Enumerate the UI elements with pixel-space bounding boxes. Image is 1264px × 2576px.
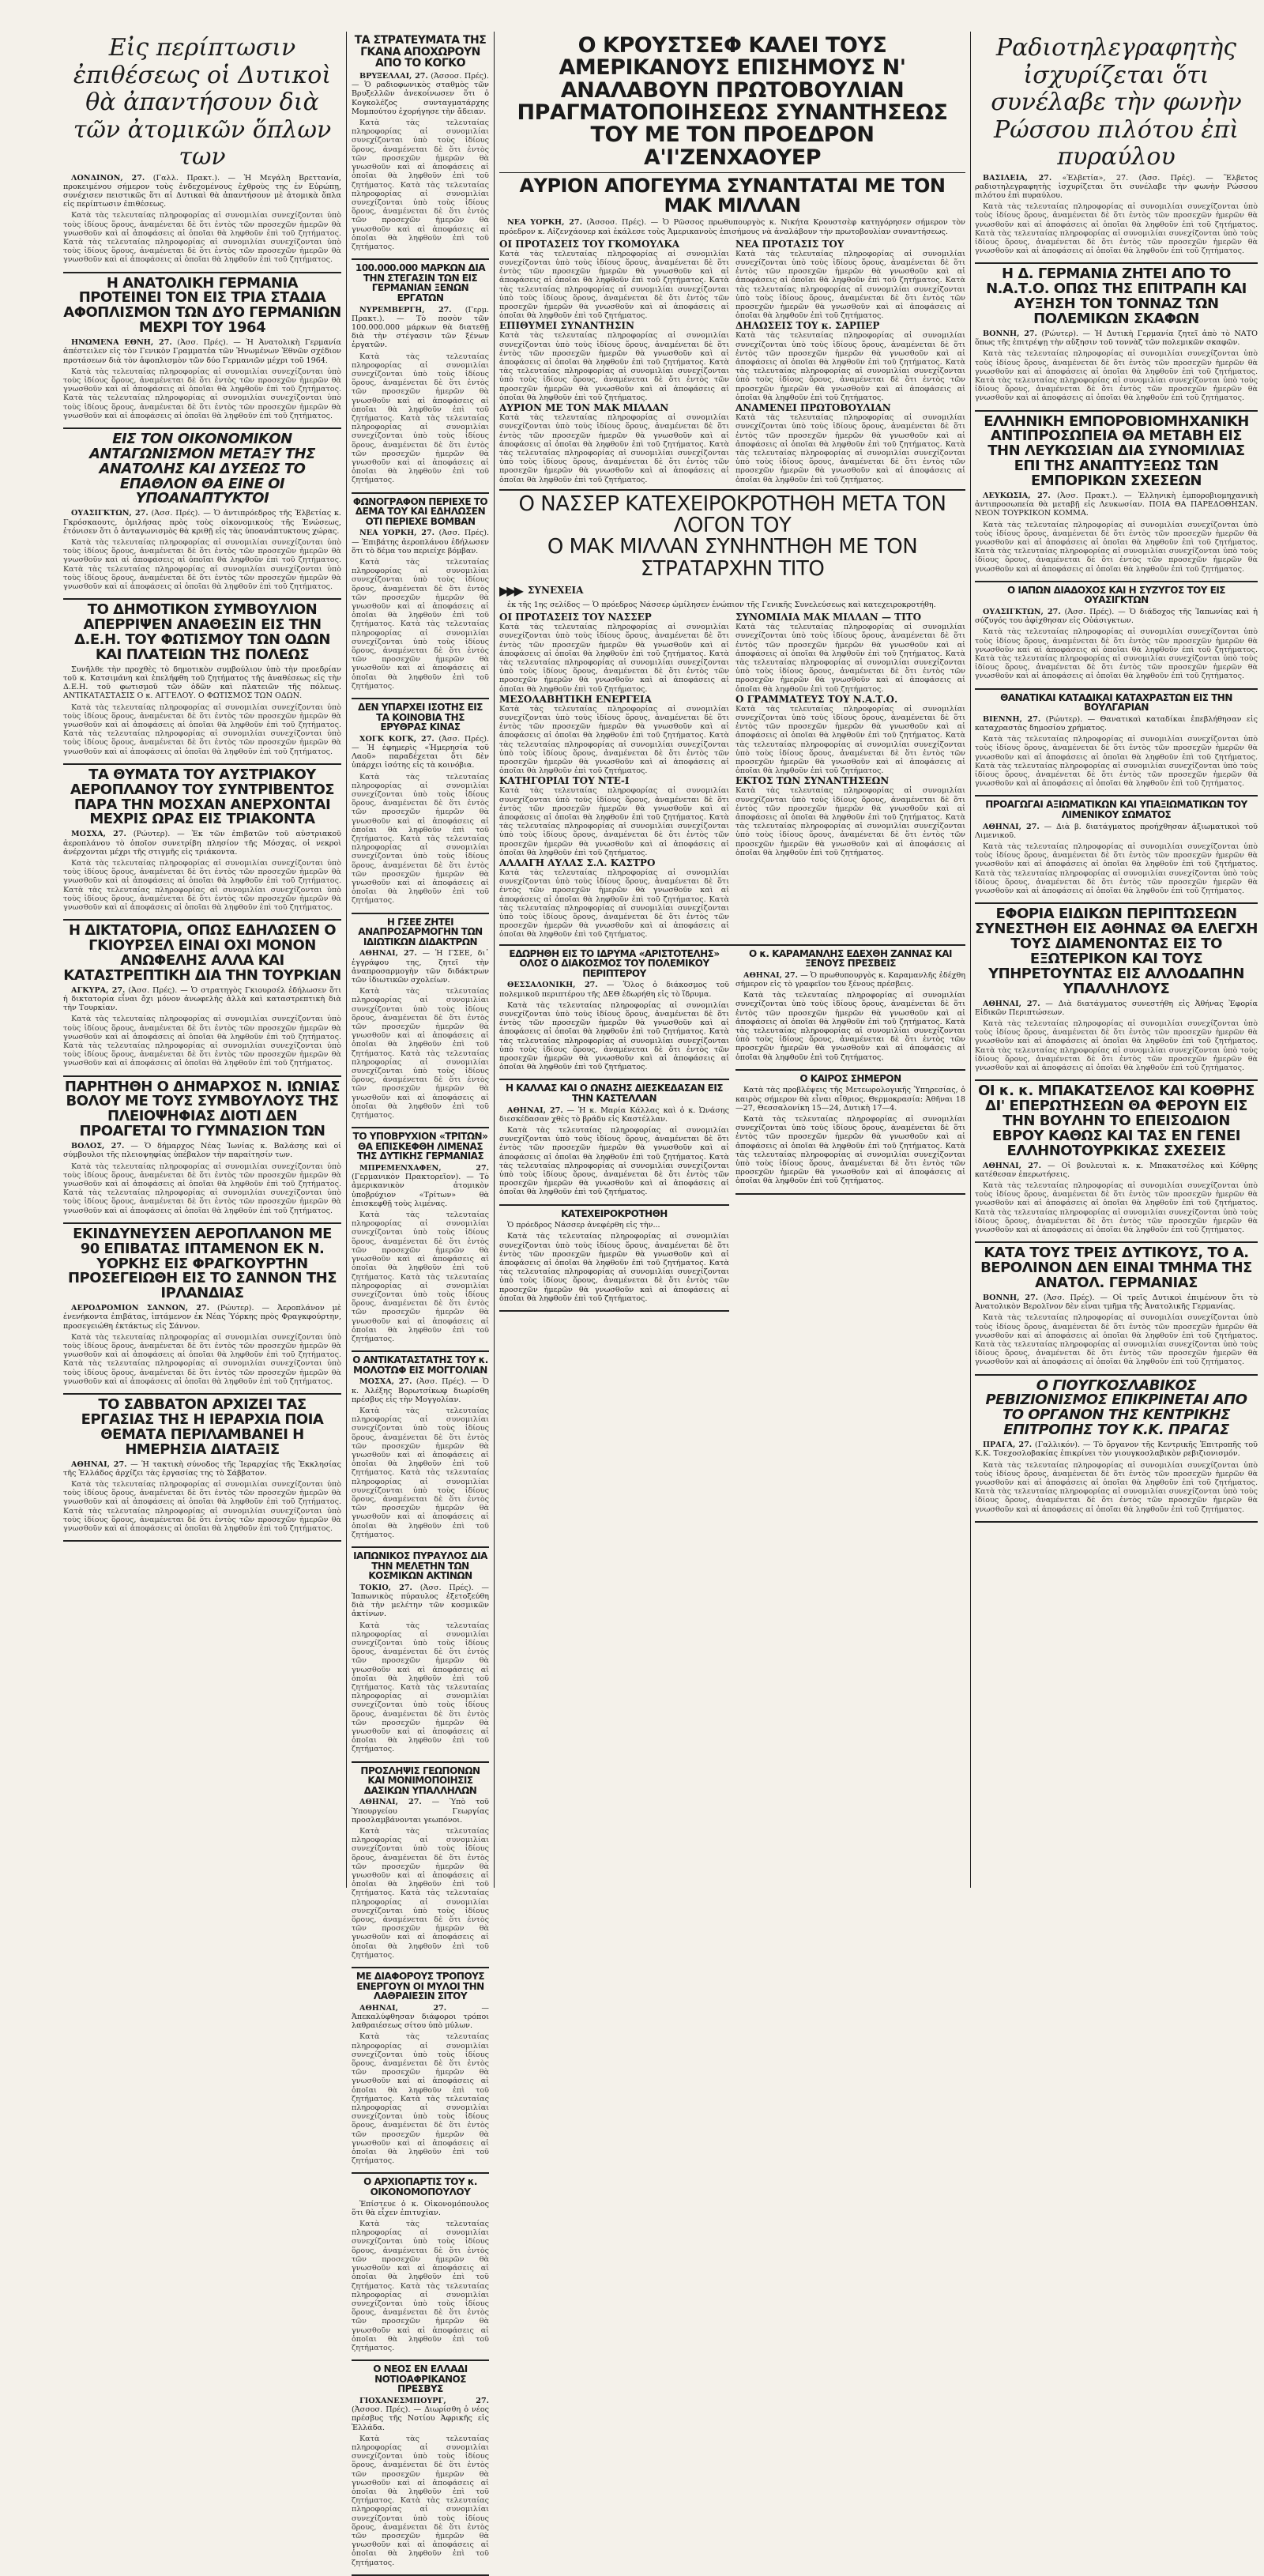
article-body xyxy=(63,1304,341,1386)
article xyxy=(499,1206,729,1312)
article-text: (Ἀσσ. Πρές). — Ἡ ἐφημερὶς «Ἡμερησία τοῦ Λαοῦ» παραδέχεται ὅτι δὲν ὑπάρχει ἰσότης εἰς τὰ κοινόβια. xyxy=(352,734,489,770)
column-rule xyxy=(970,32,971,1888)
article-headline: Εἰς περίπτωσιν ἐπιθέσεως οἱ Δυτικοὶ θὰ ἀπαντήσουν διὰ τῶν ἀτομικῶν ὅπλων των xyxy=(73,34,332,171)
article-body xyxy=(63,1142,341,1215)
article-text: (Ἀσσ. Πρές). — Ὁ διάδοχος τῆς Ἰαπωνίας καὶ ἡ σύζυγός του ἀφίχθησαν εἰς Οὐάσιγκτων. xyxy=(975,607,1258,626)
subheading-text: Κατὰ τὰς τελευταίας πληροφορίας αἱ συνομιλίαι συνεχίζονται ὑπὸ τοὺς ἰδίους ὅρους, ἀναμένεται δὲ ὅτι ἐντὸς τῶν προσεχῶν ἡμερῶν θὰ γνωσθοῦν καὶ αἱ ἀποφάσεις αἱ ὁποῖαι θὰ ληφθοῦν ἐπὶ τοῦ ζητήματος. Κατὰ τὰς τελευταίας πληροφορίας αἱ συνομιλίαι συνεχίζονται ὑπὸ τοὺς ἰδίους ὅρους, ἀναμένεται δὲ ὅτι ἐντὸς τῶν προσεχῶν ἡμερῶν θὰ γνωσθοῦν καὶ αἱ ἀποφάσεις αἱ ὁποῖαι θὰ ληφθοῦν ἐπὶ τοῦ ζητήματος. xyxy=(735,704,965,776)
subheading: ΔΗΛΩΣΕΙΣ ΤΟΥ κ. ΣΑΡΠΕΡ xyxy=(735,320,880,332)
article-headline: ΤΟ ΣΑΒΒΑΤΟΝ ΑΡΧΙΖΕΙ ΤΑΣ ΕΡΓΑΣΙΑΣ ΤΗΣ Η ΙΕΡΑΡΧΙΑ ΠΟΙΑ ΘΕΜΑΤΑ ΠΕΡΙΛΑΜΒΑΝΕΙ Η ΗΜΕΡΗΣΙΑ ΔΙΑΤΑΞΙΣ xyxy=(81,1396,324,1458)
subheading: ΟΙ ΠΡΟΤΑΣΕΙΣ ΤΟΥ ΓΚΟΜΟΥΛΚΑ xyxy=(499,238,680,250)
article-headline: Η ΓΣΕΕ ΖΗΤΕΙ ΑΝΑΠΡΟΣΑΡΜΟΓΗΝ ΤΩΝ ΙΔΙΩΤΙΚΩΝ ΔΙΔΑΚΤΡΩΝ xyxy=(358,916,483,947)
article-continuation: Κατὰ τὰς τελευταίας πληροφορίας αἱ συνομιλίαι συνεχίζονται ὑπὸ τοὺς ἰδίους ὅρους, ἀναμένεται δὲ ὅτι ἐντὸς τῶν προσεχῶν ἡμερῶν θὰ γνωσθοῦν καὶ αἱ ἀποφάσεις αἱ ὁποῖαι θὰ ληφθοῦν ἐπὶ τοῦ ζητήματος. Κατὰ τὰς τελευταίας πληροφορίας αἱ συνομιλίαι συνεχίζονται ὑπὸ τοὺς ἰδίους ὅρους, ἀναμένεται δὲ ὅτι ἐντὸς τῶν προσεχῶν ἡμερῶν θὰ γνωσθοῦν καὶ αἱ ἀποφάσεις αἱ ὁποῖαι θὰ ληφθοῦν ἐπὶ τοῦ ζητήματος. xyxy=(63,1480,341,1534)
article-headline: ΤΑ ΣΤΡΑΤΕΥΜΑΤΑ ΤΗΣ ΓΚΑΝΑ ΑΠΟΧΩΡΟΥΝ ΑΠΟ ΤΟ ΚΟΓΚΟ xyxy=(354,34,487,70)
article-body xyxy=(975,174,1258,256)
article-headline: ΕΔΩΡΗΘΗ ΕΙΣ ΤΟ ΙΔΡΥΜΑ «ΑΡΙΣΤΟΤΕΛΗΣ» ΟΛΟΣ Ο ΔΙΑΚΟΣΜΟΣ ΤΟΥ ΠΟΛΕΜΙΚΟΥ ΠΕΡΙΠΤΕΡΟΥ xyxy=(509,947,720,979)
article-continuation: Κατὰ τὰς τελευταίας πληροφορίας αἱ συνομιλίαι συνεχίζονται ὑπὸ τοὺς ἰδίους ὅρους, ἀναμένεται δὲ ὅτι ἐντὸς τῶν προσεχῶν ἡμερῶν θὰ γνωσθοῦν καὶ αἱ ἀποφάσεις αἱ ὁποῖαι θὰ ληφθοῦν ἐπὶ τοῦ ζητήματος. Κατὰ τὰς τελευταίας πληροφορίας αἱ συνομιλίαι συνεχίζονται ὑπὸ τοὺς ἰδίους ὅρους, ἀναμένεται δὲ ὅτι ἐντὸς τῶν προσεχῶν ἡμερῶν θὰ γνωσθοῦν καὶ αἱ ἀποφάσεις αἱ ὁποῖαι θὰ ληφθοῦν ἐπὶ τοῦ ζητήματος. xyxy=(975,1313,1258,1367)
article xyxy=(499,946,729,1081)
article-body xyxy=(975,608,1258,681)
article-text: — Ὁ πρωθυπουργὸς κ. Καραμανλῆς ἐδέχθη σήμερον εἰς τὸ γραφεῖον του ξένους πρέσβεις. xyxy=(735,970,966,989)
article xyxy=(352,914,489,1129)
column-rule xyxy=(494,32,495,1888)
article-continuation: Κατὰ τὰς τελευταίας πληροφορίας αἱ συνομιλίαι συνεχίζονται ὑπὸ τοὺς ἰδίους ὅρους, ἀναμένεται δὲ ὅτι ἐντὸς τῶν προσεχῶν ἡμερῶν θὰ γνωσθοῦν καὶ αἱ ἀποφάσεις αἱ ὁποῖαι θὰ ληφθοῦν ἐπὶ τοῦ ζητήματος. Κατὰ τὰς τελευταίας πληροφορίας αἱ συνομιλίαι συνεχίζονται ὑπὸ τοὺς ἰδίους ὅρους, ἀναμένεται δὲ ὅτι ἐντὸς τῶν προσεχῶν ἡμερῶν θὰ γνωσθοῦν καὶ αἱ ἀποφάσεις αἱ ὁποῖαι θὰ ληφθοῦν ἐπὶ τοῦ ζητήματος. xyxy=(975,627,1258,681)
article xyxy=(975,690,1258,797)
dateline: ΝΕΑ ΥΟΡΚΗ, 27. xyxy=(359,529,434,538)
article-text: — Ἀπεκαλύφθησαν διάφοροι τρόποι λαθραιέσεως σίτου ὑπὸ μύλων. xyxy=(352,2003,489,2031)
nasser-headline: Ο ΝΑΣΣΕΡ ΚΑΤΕΧΕΙΡΟΚΡΟΤΗΘΗ ΜΕΤΑ ΤΟΝ ΛΟΓΟΝ ΤΟΥ xyxy=(518,491,946,538)
article-headline: Ο κ. ΚΑΡΑΜΑΝΛΗΣ ΕΔΕΧΘΗ ΖΑΝΝΑΣ ΚΑΙ ΞΕΝΟΥΣ ΠΡΕΣΒΕΙΣ xyxy=(749,947,952,970)
article xyxy=(352,1352,489,1548)
article-headline: ΕΙΣ ΤΟΝ ΟΙΚΟΝΟΜΙΚΟΝ ΑΝΤΑΓΩΝΙΣΜΟΝ ΜΕΤΑΞΥ ΤΗΣ ΑΝΑΤΟΛΗΣ ΚΑΙ ΔΥΣΕΩΣ ΤΟ ΕΠΑΘΛΟΝ ΘΑ ΕΙΝΕ ΟΙ ΥΠΟΑΝΑΠΤΥΚΤΟΙ xyxy=(89,430,315,507)
article-continuation: Κατὰ τὰς τελευταίας πληροφορίας αἱ συνομιλίαι συνεχίζονται ὑπὸ τοὺς ἰδίους ὅρους, ἀναμένεται δὲ ὅτι ἐντὸς τῶν προσεχῶν ἡμερῶν θὰ γνωσθοῦν καὶ αἱ ἀποφάσεις αἱ ὁποῖαι θὰ ληφθοῦν ἐπὶ τοῦ ζητήματος. Κατὰ τὰς τελευταίας πληροφορίας αἱ συνομιλίαι συνεχίζονται ὑπὸ τοὺς ἰδίους ὅρους, ἀναμένεται δὲ ὅτι ἐντὸς τῶν προσεχῶν ἡμερῶν θὰ γνωσθοῦν καὶ αἱ ἀποφάσεις αἱ ὁποῖαι θὰ ληφθοῦν ἐπὶ τοῦ ζητήματος. xyxy=(63,1015,341,1068)
article-text: «Ἑλβετία», 27. (Ἀσσ. Πρές). — Ἕλβετος ραδιοτηλεγραφητὴς ἰσχυρίζεται ὅτι συνέλαβε τὴν φωνὴν Ρώσσου πιλότου ἐπὶ πυραύλου. xyxy=(975,173,1258,200)
dateline: ΑΘΗΝΑΙ, 27. xyxy=(983,1161,1041,1170)
article-text: — Διὰ διατάγματος συνεστήθη εἰς Ἀθήνας Ἐφορία Εἰδικῶν Περιπτώσεων. xyxy=(975,999,1258,1017)
article-headline: ΟΙ κ. κ. ΜΠΑΚΑΤΣΕΛΟΣ ΚΑΙ ΚΟΘΡΗΣ ΔΙ' ΕΠΕΡΩΤΗΣΕΩΝ ΘΑ ΦΕΡΟΥΝ ΕΙΣ ΤΗΝ ΒΟΥΛΗΝ ΤΟ ΕΠΕΙΣΟΔΙΟΝ ΕΒΡΟΥ ΚΑΘΩΣ ΚΑΙ ΤΑΣ ΕΝ ΓΕΝΕΙ ΕΛΛΗΝΟΤΟΥΡΚΙΚΑΣ ΣΧΕΣΕΙΣ xyxy=(978,1083,1255,1159)
continued-arrows: ▶▶▶ xyxy=(499,582,521,598)
article-body xyxy=(499,1106,729,1197)
article-continuation: Κατὰ τὰς τελευταίας πληροφορίας αἱ συνομιλίαι συνεχίζονται ὑπὸ τοὺς ἰδίους ὅρους, ἀναμένεται δὲ ὅτι ἐντὸς τῶν προσεχῶν ἡμερῶν θὰ γνωσθοῦν καὶ αἱ ἀποφάσεις αἱ ὁποῖαι θὰ ληφθοῦν ἐπὶ τοῦ ζητήματος. Κατὰ τὰς τελευταίας πληροφορίας αἱ συνομιλίαι συνεχίζονται ὑπὸ τοὺς ἰδίους ὅρους, ἀναμένεται δὲ ὅτι ἐντὸς τῶν προσεχῶν ἡμερῶν θὰ γνωσθοῦν καὶ αἱ ἀποφάσεις αἱ ὁποῖαι θὰ ληφθοῦν ἐπὶ τοῦ ζητήματος. xyxy=(975,349,1258,403)
article-body xyxy=(63,509,341,591)
article-continuation: Κατὰ τὰς τελευταίας πληροφορίας αἱ συνομιλίαι συνεχίζονται ὑπὸ τοὺς ἰδίους ὅρους, ἀναμένεται δὲ ὅτι ἐντὸς τῶν προσεχῶν ἡμερῶν θὰ γνωσθοῦν καὶ αἱ ἀποφάσεις αἱ ὁποῖαι θὰ ληφθοῦν ἐπὶ τοῦ ζητήματος. Κατὰ τὰς τελευταίας πληροφορίας αἱ συνομιλίαι συνεχίζονται ὑπὸ τοὺς ἰδίους ὅρους, ἀναμένεται δὲ ὅτι ἐντὸς τῶν προσεχῶν ἡμερῶν θὰ γνωσθοῦν καὶ αἱ ἀποφάσεις αἱ ὁποῖαι θὰ ληφθοῦν ἐπὶ τοῦ ζητήματος. xyxy=(499,1232,729,1303)
article-body xyxy=(63,174,341,265)
article xyxy=(975,264,1258,411)
subheading-text: Κατὰ τὰς τελευταίας πληροφορίας αἱ συνομιλίαι συνεχίζονται ὑπὸ τοὺς ἰδίους ὅρους, ἀναμένεται δὲ ὅτι ἐντὸς τῶν προσεχῶν ἡμερῶν θὰ γνωσθοῦν καὶ αἱ ἀποφάσεις αἱ ὁποῖαι θὰ ληφθοῦν ἐπὶ τοῦ ζητήματος. Κατὰ τὰς τελευταίας πληροφορίας αἱ συνομιλίαι συνεχίζονται ὑπὸ τοὺς ἰδίους ὅρους, ἀναμένεται δὲ ὅτι ἐντὸς τῶν προσεχῶν ἡμερῶν θὰ γνωσθοῦν καὶ αἱ ἀποφάσεις αἱ ὁποῖαι θὰ ληφθοῦν ἐπὶ τοῦ ζητήματος. xyxy=(735,249,965,321)
dateline: ΤΟΚΙΟ, 27. xyxy=(359,1583,412,1592)
article-text: (Ἀσσ. Πρές). — Ἰαπωνικὸς πύραυλος ἐξετοξεύθη διὰ τὴν μελέτην τῶν κοσμικῶν ἀκτίνων. xyxy=(352,1583,489,1619)
dateline: ΗΝΩΜΕΝΑ ΕΘΝΗ, 27. xyxy=(71,338,172,348)
article-headline: ΜΕ ΔΙΑΦΟΡΟΥΣ ΤΡΟΠΟΥΣ ΕΝΕΡΓΟΥΝ ΟΙ ΜΥΛΟΙ ΤΗΝ ΛΑΘΡΑΙΕΣΙΝ ΣΙΤΟΥ xyxy=(356,1971,485,2002)
dateline: ΟΥΑΣΙΓΚΤΩΝ, 27. xyxy=(71,509,149,518)
dateline: ΒΙΕΝΝΗ, 27. xyxy=(983,714,1041,724)
subheading: ΑΛΛΑΓΗ ΑΥΛΑΣ Σ.Λ. ΚΑΣΤΡΟ xyxy=(499,857,656,868)
article-body xyxy=(352,306,489,485)
subheading-text: Κατὰ τὰς τελευταίας πληροφορίας αἱ συνομιλίαι συνεχίζονται ὑπὸ τοὺς ἰδίους ὅρους, ἀναμένεται δὲ ὅτι ἐντὸς τῶν προσεχῶν ἡμερῶν θὰ γνωσθοῦν καὶ αἱ ἀποφάσεις αἱ ὁποῖαι θὰ ληφθοῦν ἐπὶ τοῦ ζητήματος. Κατὰ τὰς τελευταίας πληροφορίας αἱ συνομιλίαι συνεχίζονται ὑπὸ τοὺς ἰδίους ὅρους, ἀναμένεται δὲ ὅτι ἐντὸς τῶν προσεχῶν ἡμερῶν θὰ γνωσθοῦν καὶ αἱ ἀποφάσεις αἱ ὁποῖαι θὰ ληφθοῦν ἐπὶ τοῦ ζητήματος. xyxy=(735,331,965,402)
article-body xyxy=(63,338,341,420)
article-headline: ΠΑΡΗΤΗΘΗ Ο ΔΗΜΑΡΧΟΣ Ν. ΙΩΝΙΑΣ ΒΟΛΟΥ ΜΕ ΤΟΥΣ ΣΥΜΒΟΥΛΟΥΣ ΤΗΣ ΠΛΕΙΟΨΗΦΙΑΣ ΔΙΟΤΙ ΔΕΝ ΠΡΟΑΓΕΤΑΙ ΤΟ ΓΥΜΝΑΣΙΟΝ ΤΩΝ xyxy=(64,1078,340,1140)
article-body xyxy=(352,1798,489,1960)
column-4 xyxy=(975,32,1258,1888)
article-headline: ΤΟ ΥΠΟΒΡΥΧΙΟΝ «ΤΡΙΤΩΝ» ΘΑ ΕΠΙΣΚΕΦΘΗ ΛΙΜΕΝΑΣ ΤΗΣ ΔΥΤΙΚΗΣ ΓΕΡΜΑΝΙΑΣ xyxy=(352,1131,488,1162)
article-text: (Ρώυτερ). — Ἡ Δυτικὴ Γερμανία ζητεῖ ἀπὸ τὸ ΝΑΤΟ ὅπως τῆς ἐπιτρέψῃ τὴν αὔξησιν τοῦ τοννὰζ τῶν πολεμικῶν σκαφῶν. xyxy=(975,329,1258,348)
article-continuation: Κατὰ τὰς τελευταίας πληροφορίας αἱ συνομιλίαι συνεχίζονται ὑπὸ τοὺς ἰδίους ὅρους, ἀναμένεται δὲ ὅτι ἐντὸς τῶν προσεχῶν ἡμερῶν θὰ γνωσθοῦν καὶ αἱ ἀποφάσεις αἱ ὁποῖαι θὰ ληφθοῦν ἐπὶ τοῦ ζητήματος. Κατὰ τὰς τελευταίας πληροφορίας αἱ συνομιλίαι συνεχίζονται ὑπὸ τοὺς ἰδίους ὅρους, ἀναμένεται δὲ ὅτι ἐντὸς τῶν προσεχῶν ἡμερῶν θὰ γνωσθοῦν καὶ αἱ ἀποφάσεις αἱ ὁποῖαι θὰ ληφθοῦν ἐπὶ τοῦ ζητήματος. xyxy=(975,1460,1258,1514)
subheading: ΣΥΝΟΜΙΛΙΑ ΜΑΚ ΜΙΛΛΑΝ — ΤΙΤΟ xyxy=(735,612,922,623)
article xyxy=(735,1071,965,1195)
article-headline: ΕΛΛΗΝΙΚΗ ΕΜΠΟΡΟΒΙΟΜΗΧΑΝΙΚΗ ΑΝΤΙΠΡΟΣΩΠΕΙΑ ΘΑ ΜΕΤΑΒΗ ΕΙΣ ΤΗΝ ΛΕΥΚΩΣΙΑΝ ΔΙΑ ΣΥΝΟΜΙΛΙΑΣ ΕΠΙ ΤΗΣ ΑΝΑΠΤΥΞΕΩΣ ΤΩΝ ΕΜΠΟΡΙΚΩΝ ΣΧΕΣΕΩΝ xyxy=(984,412,1249,490)
subheading: ΕΚΤΟΣ ΤΩΝ ΣΥΝΑΝΤΗΣΕΩΝ xyxy=(735,775,890,787)
article-headline: Ο ΙΑΠΩΝ ΔΙΑΔΟΧΟΣ ΚΑΙ Η ΣΥΖΥΓΟΣ ΤΟΥ ΕΙΣ ΟΥΑΣΙΓΚΤΩΝ xyxy=(1006,584,1225,606)
subheading: ΟΙ ΠΡΟΤΑΣΕΙΣ ΤΟΥ ΝΑΣΣΕΡ xyxy=(499,612,652,623)
article xyxy=(63,273,341,429)
article xyxy=(63,1224,341,1395)
article-body xyxy=(352,529,489,691)
article-text: (Ἀσσ. Πρές). — Ὁ στρατηγὸς Γκιουρσέλ ἐδήλωσεν ὅτι ἡ δικτατορία εἶναι ὄχι μόνον ἀνωφελὴς ἀλλὰ καὶ καταστρεπτικὴ διὰ τὴν Τουρκίαν. xyxy=(63,985,341,1013)
subheading-text: Κατὰ τὰς τελευταίας πληροφορίας αἱ συνομιλίαι συνεχίζονται ὑπὸ τοὺς ἰδίους ὅρους, ἀναμένεται δὲ ὅτι ἐντὸς τῶν προσεχῶν ἡμερῶν θὰ γνωσθοῦν καὶ αἱ ἀποφάσεις αἱ ὁποῖαι θὰ ληφθοῦν ἐπὶ τοῦ ζητήματος. Κατὰ τὰς τελευταίας πληροφορίας αἱ συνομιλίαι συνεχίζονται ὑπὸ τοὺς ἰδίους ὅρους, ἀναμένεται δὲ ὅτι ἐντὸς τῶν προσεχῶν ἡμερῶν θὰ γνωσθοῦν καὶ αἱ ἀποφάσεις αἱ ὁποῖαι θὰ ληφθοῦν ἐπὶ τοῦ ζητήματος. xyxy=(735,413,965,484)
article-text: — Ὁ δήμαρχος Νέας Ἰωνίας κ. Βαλάσης καὶ οἱ σύμβουλοι τῆς πλειοψηφίας ὑπέβαλον τὴν παραίτησίν των. xyxy=(63,1142,341,1160)
subheading: ΑΥΡΙΟΝ ΜΕ ΤΟΝ ΜΑΚ ΜΙΛΛΑΝ xyxy=(499,402,669,414)
dateline: ΘΕΣΣΑΛΟΝΙΚΗ, 27. xyxy=(507,981,598,990)
article-continuation: Κατὰ τὰς τελευταίας πληροφορίας αἱ συνομιλίαι συνεχίζονται ὑπὸ τοὺς ἰδίους ὅρους, ἀναμένεται δὲ ὅτι ἐντὸς τῶν προσεχῶν ἡμερῶν θὰ γνωσθοῦν καὶ αἱ ἀποφάσεις αἱ ὁποῖαι θὰ ληφθοῦν ἐπὶ τοῦ ζητήματος. Κατὰ τὰς τελευταίας πληροφορίας αἱ συνομιλίαι συνεχίζονται ὑπὸ τοὺς ἰδίους ὅρους, ἀναμένεται δὲ ὅτι ἐντὸς τῶν προσεχῶν ἡμερῶν θὰ γνωσθοῦν καὶ αἱ ἀποφάσεις αἱ ὁποῖαι θὰ ληφθοῦν ἐπὶ τοῦ ζητήματος. xyxy=(352,987,489,1120)
article xyxy=(975,582,1258,690)
article-continuation: Κατὰ τὰς τελευταίας πληροφορίας αἱ συνομιλίαι συνεχίζονται ὑπὸ τοὺς ἰδίους ὅρους, ἀναμένεται δὲ ὅτι ἐντὸς τῶν προσεχῶν ἡμερῶν θὰ γνωσθοῦν καὶ αἱ ἀποφάσεις αἱ ὁποῖαι θὰ ληφθοῦν ἐπὶ τοῦ ζητήματος. Κατὰ τὰς τελευταίας πληροφορίας αἱ συνομιλίαι συνεχίζονται ὑπὸ τοὺς ἰδίους ὅρους, ἀναμένεται δὲ ὅτι ἐντὸς τῶν προσεχῶν ἡμερῶν θὰ γνωσθοῦν καὶ αἱ ἀποφάσεις αἱ ὁποῖαι θὰ ληφθοῦν ἐπὶ τοῦ ζητήματος. xyxy=(975,1181,1258,1235)
article-continuation: Κατὰ τὰς τελευταίας πληροφορίας αἱ συνομιλίαι συνεχίζονται ὑπὸ τοὺς ἰδίους ὅρους, ἀναμένεται δὲ ὅτι ἐντὸς τῶν προσεχῶν ἡμερῶν θὰ γνωσθοῦν καὶ αἱ ἀποφάσεις αἱ ὁποῖαι θὰ ληφθοῦν ἐπὶ τοῦ ζητήματος. Κατὰ τὰς τελευταίας πληροφορίας αἱ συνομιλίαι συνεχίζονται ὑπὸ τοὺς ἰδίους ὅρους, ἀναμένεται δὲ ὅτι ἐντὸς τῶν προσεχῶν ἡμερῶν θὰ γνωσθοῦν καὶ αἱ ἀποφάσεις αἱ ὁποῖαι θὰ ληφθοῦν ἐπὶ τοῦ ζητήματος. xyxy=(975,202,1258,256)
article-body xyxy=(975,1000,1258,1073)
article-text: Συνῆλθε τὴν προχθὲς τὸ δημοτικὸν συμβούλιον ὑπὸ τὴν προεδρίαν τοῦ κ. Κατσιμάνη καὶ ἐπελήφθη τοῦ ζητήματος τῆς ἀναθέσεως εἰς τὴν Δ.Ε.Η. τοῦ φωτισμοῦ τῶν ὁδῶν καὶ πλατειῶν τῆς πόλεως. ΑΝΤΙΚΑΤΑΣΤΑΣΙΣ Ο κ. ΑΓΓΕΛΟΥ. Ο ΦΩΤΙΣΜΟΣ ΤΩΝ ΟΔΩΝ. xyxy=(63,665,341,701)
dateline: ΒΟΝΝΗ, 27. xyxy=(983,1293,1039,1302)
article-text: (Γαλλικόν). — Τὸ ὄργανον τῆς Κεντρικῆς Ἐπιτροπῆς τοῦ Κ.Κ. Τσεχοσλοβακίας ἐπικρίνει τὸν γιουγκοσλαβικὸν ρεβιζιονισμόν. xyxy=(975,1441,1258,1459)
article-body xyxy=(975,1294,1258,1367)
subheading-text: Κατὰ τὰς τελευταίας πληροφορίας αἱ συνομιλίαι συνεχίζονται ὑπὸ τοὺς ἰδίους ὅρους, ἀναμένεται δὲ ὅτι ἐντὸς τῶν προσεχῶν ἡμερῶν θὰ γνωσθοῦν καὶ αἱ ἀποφάσεις αἱ ὁποῖαι θὰ ληφθοῦν ἐπὶ τοῦ ζητήματος. Κατὰ τὰς τελευταίας πληροφορίας αἱ συνομιλίαι συνεχίζονται ὑπὸ τοὺς ἰδίους ὅρους, ἀναμένεται δὲ ὅτι ἐντὸς τῶν προσεχῶν ἡμερῶν θὰ γνωσθοῦν καὶ αἱ ἀποφάσεις αἱ ὁποῖαι θὰ ληφθοῦν ἐπὶ τοῦ ζητήματος. xyxy=(499,786,729,857)
article-continuation: Κατὰ τὰς τελευταίας πληροφορίας αἱ συνομιλίαι συνεχίζονται ὑπὸ τοὺς ἰδίους ὅρους, ἀναμένεται δὲ ὅτι ἐντὸς τῶν προσεχῶν ἡμερῶν θὰ γνωσθοῦν καὶ αἱ ἀποφάσεις αἱ ὁποῖαι θὰ ληφθοῦν ἐπὶ τοῦ ζητήματος. Κατὰ τὰς τελευταίας πληροφορίας αἱ συνομιλίαι συνεχίζονται ὑπὸ τοὺς ἰδίους ὅρους, ἀναμένεται δὲ ὅτι ἐντὸς τῶν προσεχῶν ἡμερῶν θὰ γνωσθοῦν καὶ αἱ ἀποφάσεις αἱ ὁποῖαι θὰ ληφθοῦν ἐπὶ τοῦ ζητήματος. xyxy=(352,2434,489,2567)
article-continuation: Κατὰ τὰς τελευταίας πληροφορίας αἱ συνομιλίαι συνεχίζονται ὑπὸ τοὺς ἰδίους ὅρους, ἀναμένεται δὲ ὅτι ἐντὸς τῶν προσεχῶν ἡμερῶν θὰ γνωσθοῦν καὶ αἱ ἀποφάσεις αἱ ὁποῖαι θὰ ληφθοῦν ἐπὶ τοῦ ζητήματος. Κατὰ τὰς τελευταίας πληροφορίας αἱ συνομιλίαι συνεχίζονται ὑπὸ τοὺς ἰδίους ὅρους, ἀναμένεται δὲ ὅτι ἐντὸς τῶν προσεχῶν ἡμερῶν θὰ γνωσθοῦν καὶ αἱ ἀποφάσεις αἱ ὁποῖαι θὰ ληφθοῦν ἐπὶ τοῦ ζητήματος. xyxy=(499,1126,729,1197)
dateline: ΑΘΗΝΑΙ, 27. xyxy=(507,1105,563,1115)
article-continuation: Κατὰ τὰς τελευταίας πληροφορίας αἱ συνομιλίαι συνεχίζονται ὑπὸ τοὺς ἰδίους ὅρους, ἀναμένεται δὲ ὅτι ἐντὸς τῶν προσεχῶν ἡμερῶν θὰ γνωσθοῦν καὶ αἱ ἀποφάσεις αἱ ὁποῖαι θὰ ληφθοῦν ἐπὶ τοῦ ζητήματος. Κατὰ τὰς τελευταίας πληροφορίας αἱ συνομιλίαι συνεχίζονται ὑπὸ τοὺς ἰδίους ὅρους, ἀναμένεται δὲ ὅτι ἐντὸς τῶν προσεχῶν ἡμερῶν θὰ γνωσθοῦν καὶ αἱ ἀποφάσεις αἱ ὁποῖαι θὰ ληφθοῦν ἐπὶ τοῦ ζητήματος. xyxy=(352,1827,489,1960)
article-text: (Γερμανικὸν Πρακτορεῖον). — Τὸ ἀμερικανικὸν ἀτομικὸν ὑποβρύχιον «Τρίτων» θὰ ἐπισκεφθῇ τοὺς λιμένας. xyxy=(352,1173,489,1208)
article-body xyxy=(352,949,489,1120)
lead-body xyxy=(499,218,965,235)
article-body xyxy=(975,1162,1258,1235)
article-continuation: Κατὰ τὰς τελευταίας πληροφορίας αἱ συνομιλίαι συνεχίζονται ὑπὸ τοὺς ἰδίους ὅρους, ἀναμένεται δὲ ὅτι ἐντὸς τῶν προσεχῶν ἡμερῶν θὰ γνωσθοῦν καὶ αἱ ἀποφάσεις αἱ ὁποῖαι θὰ ληφθοῦν ἐπὶ τοῦ ζητήματος. Κατὰ τὰς τελευταίας πληροφορίας αἱ συνομιλίαι συνεχίζονται ὑπὸ τοὺς ἰδίους ὅρους, ἀναμένεται δὲ ὅτι ἐντὸς τῶν προσεχῶν ἡμερῶν θὰ γνωσθοῦν καὶ αἱ ἀποφάσεις αἱ ὁποῖαι θὰ ληφθοῦν ἐπὶ τοῦ ζητήματος. xyxy=(352,2032,489,2166)
article-headline: Η Δ. ΓΕΡΜΑΝΙΑ ΖΗΤΕΙ ΑΠΟ ΤΟ Ν.Α.Τ.Ο. ΟΠΩΣ ΤΗΣ ΕΠΙΤΡΑΠΗ ΚΑΙ ΑΥΞΗΣΗ ΤΟΝ ΤΟΝΝΑΖ ΤΩΝ ΠΟΛΕΜΙΚΩΝ ΣΚΑΦΩΝ xyxy=(986,266,1247,327)
dateline: ΑΘΗΝΑΙ, 27. xyxy=(983,822,1040,831)
article-body xyxy=(975,823,1258,896)
article-headline: ΚΑΤΕΧΕΙΡΟΚΡΟΤΗΘΗ xyxy=(561,1207,668,1219)
dateline: ΑΘΗΝΑΙ, 27. xyxy=(359,949,417,958)
article-body xyxy=(352,1584,489,1754)
article xyxy=(975,1243,1258,1375)
article-body xyxy=(63,1460,341,1534)
article-body xyxy=(352,735,489,906)
article-continuation: Κατὰ τὰς τελευταίας πληροφορίας αἱ συνομιλίαι συνεχίζονται ὑπὸ τοὺς ἰδίους ὅρους, ἀναμένεται δὲ ὅτι ἐντὸς τῶν προσεχῶν ἡμερῶν θὰ γνωσθοῦν καὶ αἱ ἀποφάσεις αἱ ὁποῖαι θὰ ληφθοῦν ἐπὶ τοῦ ζητήματος. Κατὰ τὰς τελευταίας πληροφορίας αἱ συνομιλίαι συνεχίζονται ὑπὸ τοὺς ἰδίους ὅρους, ἀναμένεται δὲ ὅτι ἐντὸς τῶν προσεχῶν ἡμερῶν θὰ γνωσθοῦν καὶ αἱ ἀποφάσεις αἱ ὁποῖαι θὰ ληφθοῦν ἐπὶ τοῦ ζητήματος. xyxy=(352,119,489,251)
article-continuation: Κατὰ τὰς τελευταίας πληροφορίας αἱ συνομιλίαι συνεχίζονται ὑπὸ τοὺς ἰδίους ὅρους, ἀναμένεται δὲ ὅτι ἐντὸς τῶν προσεχῶν ἡμερῶν θὰ γνωσθοῦν καὶ αἱ ἀποφάσεις αἱ ὁποῖαι θὰ ληφθοῦν ἐπὶ τοῦ ζητήματος. Κατὰ τὰς τελευταίας πληροφορίας αἱ συνομιλίαι συνεχίζονται ὑπὸ τοὺς ἰδίους ὅρους, ἀναμένεται δὲ ὅτι ἐντὸς τῶν προσεχῶν ἡμερῶν θὰ γνωσθοῦν καὶ αἱ ἀποφάσεις αἱ ὁποῖαι θὰ ληφθοῦν ἐπὶ τοῦ ζητήματος. xyxy=(352,1211,489,1343)
subheading-text: Κατὰ τὰς τελευταίας πληροφορίας αἱ συνομιλίαι συνεχίζονται ὑπὸ τοὺς ἰδίους ὅρους, ἀναμένεται δὲ ὅτι ἐντὸς τῶν προσεχῶν ἡμερῶν θὰ γνωσθοῦν καὶ αἱ ἀποφάσεις αἱ ὁποῖαι θὰ ληφθοῦν ἐπὶ τοῦ ζητήματος. Κατὰ τὰς τελευταίας πληροφορίας αἱ συνομιλίαι συνεχίζονται ὑπὸ τοὺς ἰδίους ὅρους, ἀναμένεται δὲ ὅτι ἐντὸς τῶν προσεχῶν ἡμερῶν θὰ γνωσθοῦν καὶ αἱ ἀποφάσεις αἱ ὁποῖαι θὰ ληφθοῦν ἐπὶ τοῦ ζητήματος. xyxy=(499,249,729,321)
subheading: ΑΝΑΜΕΝΕΙ ΠΡΩΤΟΒΟΥΛΙΑΝ xyxy=(735,402,891,414)
article-text: (Γερμ. Πρακτ.). — Τὸ ποσὸν τῶν 100.000.000 μάρκων θὰ διατεθῇ διὰ τὴν στέγασιν τῶν ξένων ἐργατῶν. xyxy=(352,305,489,350)
article xyxy=(975,1081,1258,1243)
article xyxy=(352,260,489,493)
column-2 xyxy=(352,32,489,2567)
article-headline: Ραδιοτηλεγραφητὴς ἰσχυρίζεται ὅτι συνέλαβε τὴν φωνὴν Ρώσσου πιλότου ἐπὶ πυραύλου xyxy=(991,34,1242,171)
article-continuation: Κατὰ τὰς τελευταίας πληροφορίας αἱ συνομιλίαι συνεχίζονται ὑπὸ τοὺς ἰδίους ὅρους, ἀναμένεται δὲ ὅτι ἐντὸς τῶν προσεχῶν ἡμερῶν θὰ γνωσθοῦν καὶ αἱ ἀποφάσεις αἱ ὁποῖαι θὰ ληφθοῦν ἐπὶ τοῦ ζητήματος. Κατὰ τὰς τελευταίας πληροφορίας αἱ συνομιλίαι συνεχίζονται ὑπὸ τοὺς ἰδίους ὅρους, ἀναμένεται δὲ ὅτι ἐντὸς τῶν προσεχῶν ἡμερῶν θὰ γνωσθοῦν καὶ αἱ ἀποφάσεις αἱ ὁποῖαι θὰ ληφθοῦν ἐπὶ τοῦ ζητήματος. xyxy=(352,2220,489,2352)
article-text: — Ἡ τακτικὴ σύνοδος τῆς Ἱεραρχίας τῆς Ἐκκλησίας τῆς Ἑλλάδος ἀρχίζει τὰς ἐργασίας της τὸ Σάββατον. xyxy=(63,1459,342,1478)
article-text: Ἐπίστευε ὁ κ. Οἰκονομόπουλος ὅτι θὰ εἶχεν ἐπιτυχίαν. xyxy=(352,2199,489,2217)
article xyxy=(499,1080,729,1205)
article-body xyxy=(975,1441,1258,1514)
article-headline: Η ΑΝΑΤΟΛΙΚΗ ΓΕΡΜΑΝΙΑ ΠΡΟΤΕΙΝΕΙ ΤΟΝ ΕΙΣ ΤΡΙΑ ΣΤΑΔΙΑ ΑΦΟΠΛΙΣΜΟΝ ΤΩΝ ΔΥΟ ΓΕΡΜΑΝΙΩΝ ΜΕΧΡΙ ΤΟΥ 1964 xyxy=(63,274,341,337)
article xyxy=(352,2174,489,2361)
subheading: Ο ΓΡΑΜΜΑΤΕΥΣ ΤΟΥ Ν.Α.Τ.Ο. xyxy=(735,693,898,705)
headline-rule xyxy=(499,172,965,173)
article-continuation: Κατὰ τὰς τελευταίας πληροφορίας αἱ συνομιλίαι συνεχίζονται ὑπὸ τοὺς ἰδίους ὅρους, ἀναμένεται δὲ ὅτι ἐντὸς τῶν προσεχῶν ἡμερῶν θὰ γνωσθοῦν καὶ αἱ ἀποφάσεις αἱ ὁποῖαι θὰ ληφθοῦν ἐπὶ τοῦ ζητήματος. Κατὰ τὰς τελευταίας πληροφορίας αἱ συνομιλίαι συνεχίζονται ὑπὸ τοὺς ἰδίους ὅρους, ἀναμένεται δὲ ὅτι ἐντὸς τῶν προσεχῶν ἡμερῶν θὰ γνωσθοῦν καὶ αἱ ἀποφάσεις αἱ ὁποῖαι θὰ ληφθοῦν ἐπὶ τοῦ ζητήματος. xyxy=(63,858,341,912)
article-headline: ΦΩΝΟΓΡΑΦΟΝ ΠΕΡΙΕΧΕ ΤΟ ΔΕΜΑ ΤΟΥ ΚΑΙ ΕΔΗΛΩΣΕΝ ΟΤΙ ΠΕΡΙΕΧΕ ΒΟΜΒΑΝ xyxy=(352,495,488,527)
article-continuation: Κατὰ τὰς τελευταίας πληροφορίας αἱ συνομιλίαι συνεχίζονται ὑπὸ τοὺς ἰδίους ὅρους, ἀναμένεται δὲ ὅτι ἐντὸς τῶν προσεχῶν ἡμερῶν θὰ γνωσθοῦν καὶ αἱ ἀποφάσεις αἱ ὁποῖαι θὰ ληφθοῦν ἐπὶ τοῦ ζητήματος. Κατὰ τὰς τελευταίας πληροφορίας αἱ συνομιλίαι συνεχίζονται ὑπὸ τοὺς ἰδίους ὅρους, ἀναμένεται δὲ ὅτι ἐντὸς τῶν προσεχῶν ἡμερῶν θὰ γνωσθοῦν καὶ αἱ ἀποφάσεις αἱ ὁποῖαι θὰ ληφθοῦν ἐπὶ τοῦ ζητήματος. xyxy=(735,991,965,1062)
article-headline: Η ΔΙΚΤΑΤΟΡΙΑ, ΟΠΩΣ ΕΔΗΛΩΣΕΝ Ο ΓΚΙΟΥΡΣΕΛ ΕΙΝΑΙ ΟΧΙ ΜΟΝΟΝ ΑΝΩΦΕΛΗΣ ΑΛΛΑ ΚΑΙ ΚΑΤΑΣΤΡΕΠΤΙΚΗ ΔΙΑ ΤΗΝ ΤΟΥΡΚΙΑΝ xyxy=(63,922,341,984)
article-text: (Γαλλ. Πρακτ.). — Ἡ Μεγάλη Βρεττανία, προκειμένου σήμερον τοὺς ἐνδεχομένους ἐχθροὺς της ἐν Εὐρώπῃ, συνέχισεν πειστικῶς ὅτι αἱ Δυτικαὶ θὰ ἀπαντήσουν μὲ ἀτομικὰ ὅπλα εἰς περίπτωσιν ἐπιθέσεως. xyxy=(63,173,341,209)
article xyxy=(352,1968,489,2174)
article-continuation: Κατὰ τὰς τελευταίας πληροφορίας αἱ συνομιλίαι συνεχίζονται ὑπὸ τοὺς ἰδίους ὅρους, ἀναμένεται δὲ ὅτι ἐντὸς τῶν προσεχῶν ἡμερῶν θὰ γνωσθοῦν καὶ αἱ ἀποφάσεις αἱ ὁποῖαι θὰ ληφθοῦν ἐπὶ τοῦ ζητήματος. Κατὰ τὰς τελευταίας πληροφορίας αἱ συνομιλίαι συνεχίζονται ὑπὸ τοὺς ἰδίους ὅρους, ἀναμένεται δὲ ὅτι ἐντὸς τῶν προσεχῶν ἡμερῶν θὰ γνωσθοῦν καὶ αἱ ἀποφάσεις αἱ ὁποῖαι θὰ ληφθοῦν ἐπὶ τοῦ ζητήματος. xyxy=(63,537,341,591)
article-headline: ΕΚΙΝΔΥΝΕΥΣΕΝ ΑΕΡΟΠΛΑΝΟΝ ΜΕ 90 ΕΠΙΒΑΤΑΣ ΙΠΤΑΜΕΝΟΝ ΕΚ Ν. ΥΟΡΚΗΣ ΕΙΣ ΦΡΑΓΚΟΥΡΤΗΝ ΠΡΟΣΕΓΕΙΩΘΗ ΕΙΣ ΤΟ ΣΑΝΝΟΝ ΤΗΣ ΙΡΛΑΝΔΙΑΣ xyxy=(67,1225,337,1302)
article xyxy=(352,1128,489,1352)
dateline: ΜΠΡΕΜΕΝΧΑΦΕΝ, 27. xyxy=(359,1164,489,1173)
lead-subheads xyxy=(499,239,965,484)
dateline: ΒΑΣΙΛΕΙΑ, 27. xyxy=(983,173,1052,183)
article-body xyxy=(63,986,341,1068)
article xyxy=(975,904,1258,1081)
column-1 xyxy=(63,32,341,1888)
article-continuation: Κατὰ τὰς τελευταίας πληροφορίας αἱ συνομιλίαι συνεχίζονται ὑπὸ τοὺς ἰδίους ὅρους, ἀναμένεται δὲ ὅτι ἐντὸς τῶν προσεχῶν ἡμερῶν θὰ γνωσθοῦν καὶ αἱ ἀποφάσεις αἱ ὁποῖαι θὰ ληφθοῦν ἐπὶ τοῦ ζητήματος. Κατὰ τὰς τελευταίας πληροφορίας αἱ συνομιλίαι συνεχίζονται ὑπὸ τοὺς ἰδίους ὅρους, ἀναμένεται δὲ ὅτι ἐντὸς τῶν προσεχῶν ἡμερῶν θὰ γνωσθοῦν καὶ αἱ ἀποφάσεις αἱ ὁποῖαι θὰ ληφθοῦν ἐπὶ τοῦ ζητήματος. xyxy=(63,1332,341,1386)
article-text: — Ὅλος ὁ διάκοσμος τοῦ πολεμικοῦ περιπτέρου τῆς ΔΕΘ ἐδωρήθη εἰς τὸ ἵδρυμα. xyxy=(499,981,729,999)
dateline: ΠΡΑΓΑ, 27. xyxy=(983,1441,1033,1450)
article xyxy=(352,2361,489,2576)
article-text: (Ἀσσ. Πρές). — Ὁ ἀντιπρόεδρος τῆς Ἑλβετίας κ. Γκρόσκαουτς, ὁμιλήσας πρὸς τοὺς οἰκονομικοὺς τῆς Ἑνώσεως, ἐτόνισεν ὅτι ὁ ἀνταγωνισμὸς θὰ κριθῇ εἰς τὰς ὑποανάπτυκτους χώρας. xyxy=(63,509,341,536)
article-headline: Ο ΓΙΟΥΓΚΟΣΛΑΒΙΚΟΣ ΡΕΒΙΖΙΟΝΙΣΜΟΣ ΕΠΙΚΡΙΝΕΤΑΙ ΑΠΟ ΤΟ ΟΡΓΑΝΟΝ ΤΗΣ ΚΕΝΤΡΙΚΗΣ ΕΠΙΤΡΟΠΗΣ ΤΟΥ Κ.Κ. ΠΡΑΓΑΣ xyxy=(985,1377,1247,1439)
article-continuation: Κατὰ τὰς τελευταίας πληροφορίας αἱ συνομιλίαι συνεχίζονται ὑπὸ τοὺς ἰδίους ὅρους, ἀναμένεται δὲ ὅτι ἐντὸς τῶν προσεχῶν ἡμερῶν θὰ γνωσθοῦν καὶ αἱ ἀποφάσεις αἱ ὁποῖαι θὰ ληφθοῦν ἐπὶ τοῦ ζητήματος. Κατὰ τὰς τελευταίας πληροφορίας αἱ συνομιλίαι συνεχίζονται ὑπὸ τοὺς ἰδίους ὅρους, ἀναμένεται δὲ ὅτι ἐντὸς τῶν προσεχῶν ἡμερῶν θὰ γνωσθοῦν καὶ αἱ ἀποφάσεις αἱ ὁποῖαι θὰ ληφθοῦν ἐπὶ τοῦ ζητήματος. xyxy=(975,735,1258,789)
article-continuation: Κατὰ τὰς τελευταίας πληροφορίας αἱ συνομιλίαι συνεχίζονται ὑπὸ τοὺς ἰδίους ὅρους, ἀναμένεται δὲ ὅτι ἐντὸς τῶν προσεχῶν ἡμερῶν θὰ γνωσθοῦν καὶ αἱ ἀποφάσεις αἱ ὁποῖαι θὰ ληφθοῦν ἐπὶ τοῦ ζητήματος. Κατὰ τὰς τελευταίας πληροφορίας αἱ συνομιλίαι συνεχίζονται ὑπὸ τοὺς ἰδίους ὅρους, ἀναμένεται δὲ ὅτι ἐντὸς τῶν προσεχῶν ἡμερῶν θὰ γνωσθοῦν καὶ αἱ ἀποφάσεις αἱ ὁποῖαι θὰ ληφθοῦν ἐπὶ τοῦ ζητήματος. xyxy=(63,211,341,265)
article-text: — Ἡ κ. Μαρία Κάλλας καὶ ὁ κ. Ὠνάσης διεσκέδασαν χθὲς τὸ βράδυ εἰς Καστέλλαν. xyxy=(499,1105,729,1124)
article-text: Ὁ πρόεδρος Νάσσερ ἀνεφέρθη εἰς τὴν... xyxy=(507,1221,660,1230)
article-body xyxy=(352,2200,489,2352)
subheading-text: Κατὰ τὰς τελευταίας πληροφορίας αἱ συνομιλίαι συνεχίζονται ὑπὸ τοὺς ἰδίους ὅρους, ἀναμένεται δὲ ὅτι ἐντὸς τῶν προσεχῶν ἡμερῶν θὰ γνωσθοῦν καὶ αἱ ἀποφάσεις αἱ ὁποῖαι θὰ ληφθοῦν ἐπὶ τοῦ ζητήματος. Κατὰ τὰς τελευταίας πληροφορίας αἱ συνομιλίαι συνεχίζονται ὑπὸ τοὺς ἰδίους ὅρους, ἀναμένεται δὲ ὅτι ἐντὸς τῶν προσεχῶν ἡμερῶν θὰ γνωσθοῦν καὶ αἱ ἀποφάσεις αἱ ὁποῖαι θὰ ληφθοῦν ἐπὶ τοῦ ζητήματος. xyxy=(499,868,729,940)
article-continuation: Κατὰ τὰς τελευταίας πληροφορίας αἱ συνομιλίαι συνεχίζονται ὑπὸ τοὺς ἰδίους ὅρους, ἀναμένεται δὲ ὅτι ἐντὸς τῶν προσεχῶν ἡμερῶν θὰ γνωσθοῦν καὶ αἱ ἀποφάσεις αἱ ὁποῖαι θὰ ληφθοῦν ἐπὶ τοῦ ζητήματος. Κατὰ τὰς τελευταίας πληροφορίας αἱ συνομιλίαι συνεχίζονται ὑπὸ τοὺς ἰδίους ὅρους, ἀναμένεται δὲ ὅτι ἐντὸς τῶν προσεχῶν ἡμερῶν θὰ γνωσθοῦν καὶ αἱ ἀποφάσεις αἱ ὁποῖαι θὰ ληφθοῦν ἐπὶ τοῦ ζητήματος. xyxy=(352,557,489,691)
article-body xyxy=(352,2004,489,2166)
dateline: ΒΡΥΞΕΛΛΑΙ, 27. xyxy=(359,72,428,81)
article-text: (Ἀσσ. Πρές). — Ἡ Ἀνατολικὴ Γερμανία ἀπέστειλεν εἰς τὸν Γενικὸν Γραμματέα τῶν Ἡνωμένων Ἐθνῶν σχέδιον προτάσεων διὰ τὸν ἀφοπλισμὸν τῶν δύο Γερμανιῶν μέχρι τοῦ 1964. xyxy=(63,338,341,365)
article-headline: ΠΡΟΣΛΗΨΙΣ ΓΕΩΠΟΝΩΝ ΚΑΙ ΜΟΝΙΜΟΠΟΙΗΣΙΣ ΔΑΣΙΚΩΝ ΥΠΑΛΛΗΛΩΝ xyxy=(360,1764,480,1796)
nasser-body xyxy=(499,601,965,609)
dateline: ΒΟΛΟΣ, 27. xyxy=(71,1142,125,1151)
article xyxy=(352,1548,489,1763)
article xyxy=(352,699,489,914)
nasser-article xyxy=(499,491,965,946)
article-continuation: Κατὰ τὰς τελευταίας πληροφορίας αἱ συνομιλίαι συνεχίζονται ὑπὸ τοὺς ἰδίους ὅρους, ἀναμένεται δὲ ὅτι ἐντὸς τῶν προσεχῶν ἡμερῶν θὰ γνωσθοῦν καὶ αἱ ἀποφάσεις αἱ ὁποῖαι θὰ ληφθοῦν ἐπὶ τοῦ ζητήματος. Κατὰ τὰς τελευταίας πληροφορίας αἱ συνομιλίαι συνεχίζονται ὑπὸ τοὺς ἰδίους ὅρους, ἀναμένεται δὲ ὅτι ἐντὸς τῶν προσεχῶν ἡμερῶν θὰ γνωσθοῦν καὶ αἱ ἀποφάσεις αἱ ὁποῖαι θὰ ληφθοῦν ἐπὶ τοῦ ζητήματος. xyxy=(499,1000,729,1072)
article-continuation: Κατὰ τὰς τελευταίας πληροφορίας αἱ συνομιλίαι συνεχίζονται ὑπὸ τοὺς ἰδίους ὅρους, ἀναμένεται δὲ ὅτι ἐντὸς τῶν προσεχῶν ἡμερῶν θὰ γνωσθοῦν καὶ αἱ ἀποφάσεις αἱ ὁποῖαι θὰ ληφθοῦν ἐπὶ τοῦ ζητήματος. Κατὰ τὰς τελευταίας πληροφορίας αἱ συνομιλίαι συνεχίζονται ὑπὸ τοὺς ἰδίους ὅρους, ἀναμένεται δὲ ὅτι ἐντὸς τῶν προσεχῶν ἡμερῶν θὰ γνωσθοῦν καὶ αἱ ἀποφάσεις αἱ ὁποῖαι θὰ ληφθοῦν ἐπὶ τοῦ ζητήματος. xyxy=(352,1406,489,1539)
dateline: ΑΘΗΝΑΙ, 27. xyxy=(359,2003,447,2013)
dateline: ΟΥΑΣΙΓΚΤΩΝ, 27. xyxy=(983,607,1061,616)
article-headline: Η ΚΑΛΛΑΣ ΚΑΙ Ο ΩΝΑΣΗΣ ΔΙΕΣΚΕΔΑΣΑΝ ΕΙΣ ΤΗΝ ΚΑΣΤΕΛΛΑΝ xyxy=(505,1083,724,1105)
article-text: (Ρώυτερ). — Θανατικαὶ καταδίκαι ἐπεβλήθησαν εἰς καταχραστὰς δημοσίου χρήματος. xyxy=(975,714,1258,733)
dateline: ΑΘΗΝΑΙ, 27. xyxy=(71,1459,127,1469)
dateline: ΑΘΗΝΑΙ, 27. xyxy=(359,1798,422,1807)
article xyxy=(63,765,341,921)
dateline: ΛΕΥΚΩΣΙΑ, 27. xyxy=(983,491,1051,500)
article-headline: ΚΑΤΑ ΤΟΥΣ ΤΡΕΙΣ ΔΥΤΙΚΟΥΣ, ΤΟ Α. ΒΕΡΟΛΙΝΟΝ ΔΕΝ ΕΙΝΑΙ ΤΜΗΜΑ ΤΗΣ ΑΝΑΤΟΛ. ΓΕΡΜΑΝΙΑΣ xyxy=(980,1245,1252,1292)
article-continuation: Κατὰ τὰς τελευταίας πληροφορίας αἱ συνομιλίαι συνεχίζονται ὑπὸ τοὺς ἰδίους ὅρους, ἀναμένεται δὲ ὅτι ἐντὸς τῶν προσεχῶν ἡμερῶν θὰ γνωσθοῦν καὶ αἱ ἀποφάσεις αἱ ὁποῖαι θὰ ληφθοῦν ἐπὶ τοῦ ζητήματος. Κατὰ τὰς τελευταίας πληροφορίας αἱ συνομιλίαι συνεχίζονται ὑπὸ τοὺς ἰδίους ὅρους, ἀναμένεται δὲ ὅτι ἐντὸς τῶν προσεχῶν ἡμερῶν θὰ γνωσθοῦν καὶ αἱ ἀποφάσεις αἱ ὁποῖαι θὰ ληφθοῦν ἐπὶ τοῦ ζητήματος. xyxy=(352,352,489,485)
article xyxy=(975,32,1258,264)
article-continuation: Κατὰ τὰς τελευταίας πληροφορίας αἱ συνομιλίαι συνεχίζονται ὑπὸ τοὺς ἰδίους ὅρους, ἀναμένεται δὲ ὅτι ἐντὸς τῶν προσεχῶν ἡμερῶν θὰ γνωσθοῦν καὶ αἱ ἀποφάσεις αἱ ὁποῖαι θὰ ληφθοῦν ἐπὶ τοῦ ζητήματος. Κατὰ τὰς τελευταίας πληροφορίας αἱ συνομιλίαι συνεχίζονται ὑπὸ τοὺς ἰδίους ὅρους, ἀναμένεται δὲ ὅτι ἐντὸς τῶν προσεχῶν ἡμερῶν θὰ γνωσθοῦν καὶ αἱ ἀποφάσεις αἱ ὁποῖαι θὰ ληφθοῦν ἐπὶ τοῦ ζητήματος. xyxy=(352,772,489,906)
article xyxy=(735,946,965,1071)
article-body xyxy=(735,971,965,1062)
article-text: (Ἀσσοσ. Πρές). — Διωρίσθη ὁ νέος πρέσβυς τῆς Νοτίου Ἀφρικῆς εἰς Ἑλλάδα. xyxy=(352,2405,489,2432)
subheading-text: Κατὰ τὰς τελευταίας πληροφορίας αἱ συνομιλίαι συνεχίζονται ὑπὸ τοὺς ἰδίους ὅρους, ἀναμένεται δὲ ὅτι ἐντὸς τῶν προσεχῶν ἡμερῶν θὰ γνωσθοῦν καὶ αἱ ἀποφάσεις αἱ ὁποῖαι θὰ ληφθοῦν ἐπὶ τοῦ ζητήματος. Κατὰ τὰς τελευταίας πληροφορίας αἱ συνομιλίαι συνεχίζονται ὑπὸ τοὺς ἰδίους ὅρους, ἀναμένεται δὲ ὅτι ἐντὸς τῶν προσεχῶν ἡμερῶν θὰ γνωσθοῦν καὶ αἱ ἀποφάσεις αἱ ὁποῖαι θὰ ληφθοῦν ἐπὶ τοῦ ζητήματος. xyxy=(735,623,965,694)
article xyxy=(975,797,1258,904)
article-headline: ΠΡΟΑΓΩΓΑΙ ΑΞΙΩΜΑΤΙΚΩΝ ΚΑΙ ΥΠΑΞΙΩΜΑΤΙΚΩΝ ΤΟΥ ΛΙΜΕΝΙΚΟΥ ΣΩΜΑΤΟΣ xyxy=(985,799,1247,821)
lead-article xyxy=(499,32,965,491)
dateline: ΜΟΣΧΑ, 27. xyxy=(359,1377,412,1387)
article-continuation: Κατὰ τὰς τελευταίας πληροφορίας αἱ συνομιλίαι συνεχίζονται ὑπὸ τοὺς ἰδίους ὅρους, ἀναμένεται δὲ ὅτι ἐντὸς τῶν προσεχῶν ἡμερῶν θὰ γνωσθοῦν καὶ αἱ ἀποφάσεις αἱ ὁποῖαι θὰ ληφθοῦν ἐπὶ τοῦ ζητήματος. Κατὰ τὰς τελευταίας πληροφορίας αἱ συνομιλίαι συνεχίζονται ὑπὸ τοὺς ἰδίους ὅρους, ἀναμένεται δὲ ὅτι ἐντὸς τῶν προσεχῶν ἡμερῶν θὰ γνωσθοῦν καὶ αἱ ἀποφάσεις αἱ ὁποῖαι θὰ ληφθοῦν ἐπὶ τοῦ ζητήματος. xyxy=(975,520,1258,574)
dateline: ΑΕΡΟΔΡΟΜΙΟΝ ΣΑΝΝΟΝ, 27. xyxy=(71,1304,209,1313)
lead-subheadline: ΑΥΡΙΟΝ ΑΠΟΓΕΥΜΑ ΣΥΝΑΝΤΑΤΑΙ ΜΕ ΤΟΝ ΜΑΚ ΜΙΛΛΑΝ xyxy=(519,175,946,217)
article-body xyxy=(975,491,1258,574)
article-body xyxy=(63,830,341,912)
article-text: (Ἀσσ. Πρές). — Ἐπιβάτης ἀεροπλάνου ἐδήλωσεν ὅτι τὸ δέμα του περιείχε βόμβαν. xyxy=(352,529,489,555)
subheading: ΚΑΤΗΓΟΡΙΑΙ ΤΟΥ ΝΤΕ-Ι xyxy=(499,775,630,787)
article xyxy=(975,412,1258,582)
dateline: ΑΓΚΥΡΑ, 27. xyxy=(71,985,126,995)
article-text: — Διὰ β. διατάγματος προήχθησαν ἀξιωματικοὶ τοῦ Λιμενικοῦ. xyxy=(975,822,1258,840)
article-headline: ΤΑ ΘΥΜΑΤΑ ΤΟΥ ΑΥΣΤΡΙΑΚΟΥ ΑΕΡΟΠΛΑΝΟΥ ΤΟΥ ΣΥΝΤΡΙΒΕΝΤΟΣ ΠΑΡΑ ΤΗΝ ΜΟΣΧΑΝ ΑΝΕΡΧΟΝΤΑΙ ΜΕΧΡΙΣ ΩΡΑΣ ΕΙΣ ΤΡΙΑΚΟΝΤΑ xyxy=(70,766,335,828)
dateline: ΓΙΟΧΑΝΕΣΜΠΟΥΡΓ, 27. xyxy=(359,2396,489,2405)
article xyxy=(63,1395,341,1542)
dateline: ΛΟΝΔΙΝΟΝ, 27. xyxy=(71,173,145,183)
lead-headline: Ο ΚΡΟΥΣΤΣΕΦ ΚΑΛΕΙ ΤΟΥΣ ΑΜΕΡΙΚΑΝΟΥΣ ΕΠΙΣΗΜΟΥΣ Ν' ΑΝΑΛΑΒΟΥΝ ΠΡΩΤΟΒΟΥΛΙΑΝ ΠΡΑΓΜΑΤΟΠΟΙΗΣΕΩΣ ΣΥΝΑΝΤΗΣΕΩΣ ΤΟΥ ΜΕ ΤΟΝ ΠΡΟΕΔΡΟΝ Α'Ι'ΖΕΝΧΑΟΥΕΡ xyxy=(517,33,948,170)
article xyxy=(352,494,489,699)
article-continuation: Κατὰ τὰς τελευταίας πληροφορίας αἱ συνομιλίαι συνεχίζονται ὑπὸ τοὺς ἰδίους ὅρους, ἀναμένεται δὲ ὅτι ἐντὸς τῶν προσεχῶν ἡμερῶν θὰ γνωσθοῦν καὶ αἱ ἀποφάσεις αἱ ὁποῖαι θὰ ληφθοῦν ἐπὶ τοῦ ζητήματος. Κατὰ τὰς τελευταίας πληροφορίας αἱ συνομιλίαι συνεχίζονται ὑπὸ τοὺς ἰδίους ὅρους, ἀναμένεται δὲ ὅτι ἐντὸς τῶν προσεχῶν ἡμερῶν θὰ γνωσθοῦν καὶ αἱ ἀποφάσεις αἱ ὁποῖαι θὰ ληφθοῦν ἐπὶ τοῦ ζητήματος. xyxy=(63,367,341,420)
article-text: (Ἀσσοσ. Πρές). — Ὁ Ρῶσσος πρωθυπουργὸς κ. Νικήτα Κρουστσὲφ κατηγόρησεν σήμερον τὸν πρόεδρον κ. Αἰζενχάουερ καὶ ἐκάλεσε τοὺς Ἀμερικανοὺς ἐπισήμους νὰ ἀναλάβουν τὴν πρωτοβουλίαν συναντήσεως. xyxy=(499,218,965,236)
dateline: ΜΟΣΧΑ, 27. xyxy=(71,830,126,839)
article-headline: Ο ΝΕΟΣ ΕΝ ΕΛΛΑΔΙ ΝΟΤΙΟΑΦΡΙΚΑΝΟΣ ΠΡΕΣΒΥΣ xyxy=(373,2363,468,2395)
article-headline: Ο ΑΡΧΙΟΠΑΡΤΙΣ ΤΟΥ κ. ΟΙΚΟΝΟΜΟΠΟΥΛΟΥ xyxy=(363,2176,477,2198)
subheading-text: Κατὰ τὰς τελευταίας πληροφορίας αἱ συνομιλίαι συνεχίζονται ὑπὸ τοὺς ἰδίους ὅρους, ἀναμένεται δὲ ὅτι ἐντὸς τῶν προσεχῶν ἡμερῶν θὰ γνωσθοῦν καὶ αἱ ἀποφάσεις αἱ ὁποῖαι θὰ ληφθοῦν ἐπὶ τοῦ ζητήματος. Κατὰ τὰς τελευταίας πληροφορίας αἱ συνομιλίαι συνεχίζονται ὑπὸ τοὺς ἰδίους ὅρους, ἀναμένεται δὲ ὅτι ἐντὸς τῶν προσεχῶν ἡμερῶν θὰ γνωσθοῦν καὶ αἱ ἀποφάσεις αἱ ὁποῖαι θὰ ληφθοῦν ἐπὶ τοῦ ζητήματος. xyxy=(499,704,729,776)
article-continuation: Κατὰ τὰς τελευταίας πληροφορίας αἱ συνομιλίαι συνεχίζονται ὑπὸ τοὺς ἰδίους ὅρους, ἀναμένεται δὲ ὅτι ἐντὸς τῶν προσεχῶν ἡμερῶν θὰ γνωσθοῦν καὶ αἱ ἀποφάσεις αἱ ὁποῖαι θὰ ληφθοῦν ἐπὶ τοῦ ζητήματος. Κατὰ τὰς τελευταίας πληροφορίας αἱ συνομιλίαι συνεχίζονται ὑπὸ τοὺς ἰδίους ὅρους, ἀναμένεται δὲ ὅτι ἐντὸς τῶν προσεχῶν ἡμερῶν θὰ γνωσθοῦν καὶ αἱ ἀποφάσεις αἱ ὁποῖαι θὰ ληφθοῦν ἐπὶ τοῦ ζητήματος. xyxy=(352,1621,489,1754)
column-rule xyxy=(346,32,347,1888)
article-text: (Ἀσσοσ. Πρές). — Ὁ ραδιοφωνικὸς σταθμὸς τῶν Βρυξελλῶν ἀνεκοίνωσεν ὅτι ὁ Κογκολέζος συνταγματάρχης Μομπούτου ἐχορήγησε τὴν ἄδειαν. xyxy=(352,72,489,116)
article-text: (Ἀσσ. Πρές). — Ὁ κ. Ἀλέξης Βορωτσίκωφ διωρίσθη πρέσβυς εἰς τὴν Μογγολίαν. xyxy=(352,1377,489,1404)
article xyxy=(63,600,341,765)
article-continuation: Κατὰ τὰς τελευταίας πληροφορίας αἱ συνομιλίαι συνεχίζονται ὑπὸ τοὺς ἰδίους ὅρους, ἀναμένεται δὲ ὅτι ἐντὸς τῶν προσεχῶν ἡμερῶν θὰ γνωσθοῦν καὶ αἱ ἀποφάσεις αἱ ὁποῖαι θὰ ληφθοῦν ἐπὶ τοῦ ζητήματος. Κατὰ τὰς τελευταίας πληροφορίας αἱ συνομιλίαι συνεχίζονται ὑπὸ τοὺς ἰδίους ὅρους, ἀναμένεται δὲ ὅτι ἐντὸς τῶν προσεχῶν ἡμερῶν θὰ γνωσθοῦν καὶ αἱ ἀποφάσεις αἱ ὁποῖαι θὰ ληφθοῦν ἐπὶ τοῦ ζητήματος. xyxy=(975,842,1258,896)
article-headline: Ο ΑΝΤΙΚΑΤΑΣΤΑΤΗΣ ΤΟΥ κ. ΜΟΛΟΤΩΦ ΕΙΣ ΜΟΓΓΟΛΙΑΝ xyxy=(352,1354,488,1376)
dateline: ΑΘΗΝΑΙ, 27. xyxy=(743,970,798,980)
article-body xyxy=(352,72,489,251)
article-text: Κατὰ τὰς προβλέψεις τῆς Μετεωρολογικῆς Ὑπηρεσίας, ὁ καιρὸς σήμερον θὰ εἶναι αἴθριος. Θερμοκρασία: Ἀθῆναι 18—27, Θεσσαλονίκη 15—24, Δυτικὴ 17—4. xyxy=(735,1086,965,1113)
column-3 xyxy=(499,32,965,1888)
article-text: — Ἡ ΓΣΕΕ, δι᾽ ἐγγράφου της, ζητεῖ τὴν ἀναπροσαρμογὴν τῶν διδάκτρων τῶν ἰδιωτικῶν σχολείων. xyxy=(352,949,489,985)
article xyxy=(63,429,341,600)
article-body xyxy=(975,715,1258,789)
article xyxy=(63,32,341,273)
subheading-text: Κατὰ τὰς τελευταίας πληροφορίας αἱ συνομιλίαι συνεχίζονται ὑπὸ τοὺς ἰδίους ὅρους, ἀναμένεται δὲ ὅτι ἐντὸς τῶν προσεχῶν ἡμερῶν θὰ γνωσθοῦν καὶ αἱ ἀποφάσεις αἱ ὁποῖαι θὰ ληφθοῦν ἐπὶ τοῦ ζητήματος. Κατὰ τὰς τελευταίας πληροφορίας αἱ συνομιλίαι συνεχίζονται ὑπὸ τοὺς ἰδίους ὅρους, ἀναμένεται δὲ ὅτι ἐντὸς τῶν προσεχῶν ἡμερῶν θὰ γνωσθοῦν καὶ αἱ ἀποφάσεις αἱ ὁποῖαι θὰ ληφθοῦν ἐπὶ τοῦ ζητήματος. xyxy=(499,413,729,484)
article-headline: ΘΑΝΑΤΙΚΑΙ ΚΑΤΑΔΙΚΑΙ ΚΑΤΑΧΡΑΣΤΩΝ ΕΙΣ ΤΗΝ ΒΟΥΛΓΑΡΙΑΝ xyxy=(1000,691,1232,714)
article-body xyxy=(735,1086,965,1185)
article-body xyxy=(975,330,1258,403)
article-continuation: Κατὰ τὰς τελευταίας πληροφορίας αἱ συνομιλίαι συνεχίζονται ὑπὸ τοὺς ἰδίους ὅρους, ἀναμένεται δὲ ὅτι ἐντὸς τῶν προσεχῶν ἡμερῶν θὰ γνωσθοῦν καὶ αἱ ἀποφάσεις αἱ ὁποῖαι θὰ ληφθοῦν ἐπὶ τοῦ ζητήματος. Κατὰ τὰς τελευταίας πληροφορίας αἱ συνομιλίαι συνεχίζονται ὑπὸ τοὺς ἰδίους ὅρους, ἀναμένεται δὲ ὅτι ἐντὸς τῶν προσεχῶν ἡμερῶν θὰ γνωσθοῦν καὶ αἱ ἀποφάσεις αἱ ὁποῖαι θὰ ληφθοῦν ἐπὶ τοῦ ζητήματος. xyxy=(975,1019,1258,1072)
article-continuation: Κατὰ τὰς τελευταίας πληροφορίας αἱ συνομιλίαι συνεχίζονται ὑπὸ τοὺς ἰδίους ὅρους, ἀναμένεται δὲ ὅτι ἐντὸς τῶν προσεχῶν ἡμερῶν θὰ γνωσθοῦν καὶ αἱ ἀποφάσεις αἱ ὁποῖαι θὰ ληφθοῦν ἐπὶ τοῦ ζητήματος. Κατὰ τὰς τελευταίας πληροφορίας αἱ συνομιλίαι συνεχίζονται ὑπὸ τοὺς ἰδίους ὅρους, ἀναμένεται δὲ ὅτι ἐντὸς τῶν προσεχῶν ἡμερῶν θὰ γνωσθοῦν καὶ αἱ ἀποφάσεις αἱ ὁποῖαι θὰ ληφθοῦν ἐπὶ τοῦ ζητήματος. xyxy=(63,702,341,756)
article-continuation: Κατὰ τὰς τελευταίας πληροφορίας αἱ συνομιλίαι συνεχίζονται ὑπὸ τοὺς ἰδίους ὅρους, ἀναμένεται δὲ ὅτι ἐντὸς τῶν προσεχῶν ἡμερῶν θὰ γνωσθοῦν καὶ αἱ ἀποφάσεις αἱ ὁποῖαι θὰ ληφθοῦν ἐπὶ τοῦ ζητήματος. Κατὰ τὰς τελευταίας πληροφορίας αἱ συνομιλίαι συνεχίζονται ὑπὸ τοὺς ἰδίους ὅρους, ἀναμένεται δὲ ὅτι ἐντὸς τῶν προσεχῶν ἡμερῶν θὰ γνωσθοῦν καὶ αἱ ἀποφάσεις αἱ ὁποῖαι θὰ ληφθοῦν ἐπὶ τοῦ ζητήματος. xyxy=(63,1162,341,1215)
article xyxy=(352,32,489,260)
subheading-text: Κατὰ τὰς τελευταίας πληροφορίας αἱ συνομιλίαι συνεχίζονται ὑπὸ τοὺς ἰδίους ὅρους, ἀναμένεται δὲ ὅτι ἐντὸς τῶν προσεχῶν ἡμερῶν θὰ γνωσθοῦν καὶ αἱ ἀποφάσεις αἱ ὁποῖαι θὰ ληφθοῦν ἐπὶ τοῦ ζητήματος. Κατὰ τὰς τελευταίας πληροφορίας αἱ συνομιλίαι συνεχίζονται ὑπὸ τοὺς ἰδίους ὅρους, ἀναμένεται δὲ ὅτι ἐντὸς τῶν προσεχῶν ἡμερῶν θὰ γνωσθοῦν καὶ αἱ ἀποφάσεις αἱ ὁποῖαι θὰ ληφθοῦν ἐπὶ τοῦ ζητήματος. xyxy=(499,331,729,402)
dateline: ΑΘΗΝΑΙ, 27. xyxy=(983,999,1040,1008)
subheading-text: Κατὰ τὰς τελευταίας πληροφορίας αἱ συνομιλίαι συνεχίζονται ὑπὸ τοὺς ἰδίους ὅρους, ἀναμένεται δὲ ὅτι ἐντὸς τῶν προσεχῶν ἡμερῶν θὰ γνωσθοῦν καὶ αἱ ἀποφάσεις αἱ ὁποῖαι θὰ ληφθοῦν ἐπὶ τοῦ ζητήματος. Κατὰ τὰς τελευταίας πληροφορίας αἱ συνομιλίαι συνεχίζονται ὑπὸ τοὺς ἰδίους ὅρους, ἀναμένεται δὲ ὅτι ἐντὸς τῶν προσεχῶν ἡμερῶν θὰ γνωσθοῦν καὶ αἱ ἀποφάσεις αἱ ὁποῖαι θὰ ληφθοῦν ἐπὶ τοῦ ζητήματος. xyxy=(735,786,965,857)
article-headline: ΤΟ ΔΗΜΟΤΙΚΟΝ ΣΥΜΒΟΥΛΙΟΝ ΑΠΕΡΡΙΨΕΝ ΑΝΑΘΕΣΙΝ ΕΙΣ ΤΗΝ Δ.Ε.Η. ΤΟΥ ΦΩΤΙΣΜΟΥ ΤΩΝ ΟΔΩΝ ΚΑΙ ΠΛΑΤΕΙΩΝ ΤΗΣ ΠΟΛΕΩΣ xyxy=(74,601,330,663)
article-text: — Ὑπὸ τοῦ Ὑπουργείου Γεωργίας προσλαμβάνονται γεωπόνοι. xyxy=(352,1798,489,1825)
article-text: — Οἱ βουλευταὶ κ. κ. Μπακατσέλος καὶ Κόθρης κατέθεσαν ἐπερωτήσεις. xyxy=(975,1161,1258,1179)
article xyxy=(63,1077,341,1224)
lower-articles xyxy=(499,946,965,1312)
article-headline: ΕΦΟΡΙΑ ΕΙΔΙΚΩΝ ΠΕΡΙΠΤΩΣΕΩΝ ΣΥΝΕΣΤΗΘΗ ΕΙΣ ΑΘΗΝΑΣ ΘΑ ΕΛΕΓΧΗ ΤΟΥΣ ΔΙΑΜΕΝΟΝΤΑΣ ΕΙΣ ΤΟ ΕΞΩΤΕΡΙΚΟΝ ΚΑΙ ΤΟΥΣ ΥΠΗΡΕΤΟΥΝΤΑΣ ΕΙΣ ΑΛΛΟΔΑΠΗΝ ΥΠΑΛΛΗΛΟΥΣ xyxy=(975,906,1258,997)
article-body xyxy=(352,2397,489,2567)
dateline: ΒΟΝΝΗ, 27. xyxy=(983,329,1037,338)
dateline: ΝΥΡΕΜΒΕΡΓΗ, 27. xyxy=(359,305,452,314)
article-body xyxy=(352,1377,489,1539)
article-body xyxy=(352,1164,489,1343)
subheading: ΝΕΑ ΠΡΟΤΑΣΙΣ ΤΟΥ xyxy=(735,238,845,250)
article-body xyxy=(63,665,341,756)
article-text: (Ρώυτερ). — Ἀεροπλάνον μὲ ἐνενήκοντα ἐπιβάτας, ἱπτάμενον ἐκ Νέας Ὑόρκης πρὸς Φραγκφούρτην, προσεγειώθη ἐκτάκτως εἰς Σάννον. xyxy=(63,1304,341,1331)
article-continuation: Κατὰ τὰς τελευταίας πληροφορίας αἱ συνομιλίαι συνεχίζονται ὑπὸ τοὺς ἰδίους ὅρους, ἀναμένεται δὲ ὅτι ἐντὸς τῶν προσεχῶν ἡμερῶν θὰ γνωσθοῦν καὶ αἱ ἀποφάσεις αἱ ὁποῖαι θὰ ληφθοῦν ἐπὶ τοῦ ζητήματος. Κατὰ τὰς τελευταίας πληροφορίας αἱ συνομιλίαι συνεχίζονται ὑπὸ τοὺς ἰδίους ὅρους, ἀναμένεται δὲ ὅτι ἐντὸς τῶν προσεχῶν ἡμερῶν θὰ γνωσθοῦν καὶ αἱ ἀποφάσεις αἱ ὁποῖαι θὰ ληφθοῦν ἐπὶ τοῦ ζητήματος. xyxy=(735,1115,965,1186)
article-headline: Ο ΚΑΙΡΟΣ ΣΗΜΕΡΟΝ xyxy=(799,1072,901,1084)
dateline: ΧΟΓΚ ΚΟΓΚ, 27. xyxy=(359,734,434,744)
article-text: ἐκ τῆς 1ης σελίδος — Ὁ πρόεδρος Νάσσερ ὡμίλησεν ἐνώπιον τῆς Γενικῆς Συνελεύσεως καὶ κατεχειροκροτήθη. xyxy=(507,600,936,609)
article-body xyxy=(499,1221,729,1303)
article xyxy=(975,1376,1258,1523)
article-text: (Ἀσσ. Πρές). — Οἱ τρεῖς Δυτικοὶ ἐπιμένουν ὅτι τὸ Ἀνατολικὸν Βερολῖνον δὲν εἶναι τμῆμα τῆς Ἀνατολικῆς Γερμανίας. xyxy=(975,1293,1258,1312)
article-headline: 100.000.000 ΜΑΡΚΩΝ ΔΙΑ ΤΗΝ ΣΤΕΓΑΣΙΝ ΤΩΝ ΕΙΣ ΓΕΡΜΑΝΙΑΝ ΞΕΝΩΝ ΕΡΓΑΤΩΝ xyxy=(355,262,486,303)
article-body xyxy=(499,981,729,1071)
article xyxy=(63,921,341,1076)
article-headline: ΙΑΠΩΝΙΚΟΣ ΠΥΡΑΥΛΟΣ ΔΙΑ ΤΗΝ ΜΕΛΕΤΗΝ ΤΩΝ ΚΟΣΜΙΚΩΝ ΑΚΤΙΝΩΝ xyxy=(353,1550,487,1582)
subheading: ΕΠΙΘΥΜΕΙ ΣΥΝΑΝΤΗΣΙΝ xyxy=(499,320,634,332)
subheading-text: Κατὰ τὰς τελευταίας πληροφορίας αἱ συνομιλίαι συνεχίζονται ὑπὸ τοὺς ἰδίους ὅρους, ἀναμένεται δὲ ὅτι ἐντὸς τῶν προσεχῶν ἡμερῶν θὰ γνωσθοῦν καὶ αἱ ἀποφάσεις αἱ ὁποῖαι θὰ ληφθοῦν ἐπὶ τοῦ ζητήματος. Κατὰ τὰς τελευταίας πληροφορίας αἱ συνομιλίαι συνεχίζονται ὑπὸ τοὺς ἰδίους ὅρους, ἀναμένεται δὲ ὅτι ἐντὸς τῶν προσεχῶν ἡμερῶν θὰ γνωσθοῦν καὶ αἱ ἀποφάσεις αἱ ὁποῖαι θὰ ληφθοῦν ἐπὶ τοῦ ζητήματος. xyxy=(499,623,729,694)
article xyxy=(352,1763,489,1968)
article-text: (Ἀσσ. Πρακτ.). — Ἑλληνικὴ ἐμποροβιομηχανικὴ ἀντιπροσωπεία θὰ μεταβῇ εἰς Λευκωσίαν. ΠΟΙΑ ΘΑ ΠΑΡΕΔΟΘΗΣΑΝ. ΝΕΟΝ ΤΟΥΡΚΙΚΟΝ ΚΟΜΜΑ. xyxy=(975,491,1258,518)
continued-label: ΣΥΝΕΧΕΙΑ xyxy=(527,585,584,597)
article-text: (Ρώυτερ). — Ἐκ τῶν ἐπιβατῶν τοῦ αὐστριακοῦ ἀεροπλάνου τὸ ὁποῖον συνετρίβη πλησίον τῆς Μόσχας, οἱ νεκροὶ ἀνέρχονται μέχρι τῆς στιγμῆς εἰς τριάκοντα. xyxy=(63,830,341,857)
article-headline: ΔΕΝ ΥΠΑΡΧΕΙ ΙΣΟΤΗΣ ΕΙΣ ΤΑ ΚΟΙΝΟΒΙΑ ΤΗΣ ΕΡΥΘΡΑΣ ΚΙΝΑΣ xyxy=(358,702,483,733)
dateline: ΝΕΑ ΥΟΡΚΗ, 27. xyxy=(507,218,582,228)
tito-headline: Ο ΜΑΚ ΜΙΛΛΑΝ ΣΥΝΗΝΤΗΘΗ ΜΕ ΤΟΝ ΣΤΡΑΤΑΡΧΗΝ ΤΙΤΟ xyxy=(547,535,918,581)
nasser-subheads xyxy=(499,612,965,940)
subheading: ΜΕΣΟΛΑΒΗΤΙΚΗ ΕΝΕΡΓΕΙΑ xyxy=(499,693,652,705)
